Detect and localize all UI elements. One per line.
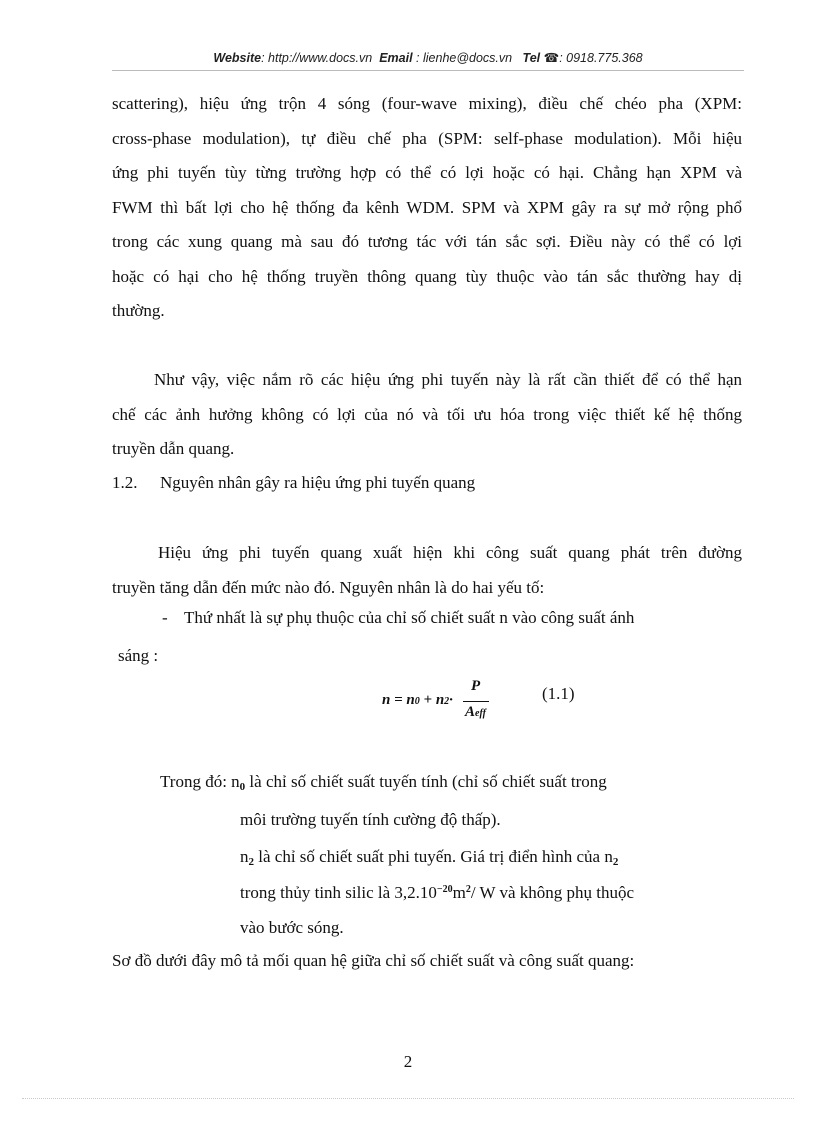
bullet-continuation: sáng : (118, 646, 159, 665)
section-title: Nguyên nhân gây ra hiệu ứng phi tuyến quang (160, 473, 476, 492)
eq-numerator: P (471, 678, 481, 694)
tel-number: : 0918.775.368 (559, 51, 643, 65)
where-n0-desc: môi trường tuyến tính cường độ thấp). (240, 810, 501, 829)
page-number: 2 (403, 1052, 413, 1071)
para2-line: chế các ảnh hưởng không có lợi của nó và tối ưu hóa trong việc thiết kế hệ thống (112, 404, 742, 424)
para3-line: Hiệu ứng phi tuyến quang xuất hiện khi công suất quang phát trên đường (158, 543, 742, 562)
footer-divider (22, 1098, 794, 1099)
para1-last-line: thường. (112, 301, 165, 320)
eq-denominator: Aeff (465, 704, 486, 720)
section-number: 1.2. (112, 473, 138, 492)
paragraph-3 (112, 536, 742, 605)
where-last-line: vào bước sóng. (240, 918, 344, 937)
para1-line: trong các xung quang mà sau đó tương tác với tán sắc sợi. Điều này có thể có lợi (112, 232, 742, 251)
bullet-line: Thứ nhất là sự phụ thuộc của chỉ số chiết suất n vào công suất ánh (184, 608, 635, 627)
para2-line: truyền dẫn quang. (112, 439, 235, 458)
equation-1-1 (382, 676, 502, 726)
para1-line: FWM thì bất lợi cho hệ thống đa kênh WDM. SPM và XPM gây ra sự mở rộng phổ (112, 197, 742, 217)
header-divider (112, 70, 744, 71)
email-address[interactable]: : lienhe@docs.vn (412, 51, 513, 65)
where-n0-line: Trong đó: $n_0$ là chỉ số chiết suất tuyến tính (chỉ số chiết suất trong (160, 772, 607, 793)
para1-line: ứng phi tuyến tùy từng trường hợp có thể có lợi hoặc có hại. Chẳng hạn XPM và (112, 163, 742, 182)
paragraph-1 (112, 87, 742, 329)
para2-line: Như vậy, việc nắm rõ các hiệu ứng phi tuyến này là rất cần thiết để có thể hạn (154, 370, 742, 389)
equation-number: (1.1) (542, 684, 575, 703)
para1-line: hoặc có hại cho hệ thống truyền thông quang tùy thuộc vào tán sắc thường hay dị (112, 266, 742, 286)
para1-line: cross-phase modulation), tự điều chế pha (SPM: self-phase modulation). Mỗi hiệu (112, 128, 742, 148)
eq-fraction-bar (463, 701, 489, 702)
website-url[interactable]: : http://www.docs.vn (261, 51, 373, 65)
email-label: Email (379, 51, 413, 65)
tel-label: Tel ☎ (522, 51, 560, 65)
para3-line: truyền tăng dẫn đến mức nào đó. Nguyên nhân là do hai yếu tố: (112, 577, 545, 597)
bullet-marker: - (162, 608, 168, 627)
where-n2-line: $n_2$ là chỉ số chiết suất phi tuyến. Giá trị điển hình của $n_2$ (240, 847, 619, 868)
page-header (112, 50, 744, 65)
eq-lhs: n = n0 + n2· (382, 692, 453, 708)
para1-line: scattering), hiệu ứng trộn 4 sóng (four-wave mixing), điều chế chéo pha (XPM: (112, 94, 742, 113)
paragraph-2 (112, 363, 742, 467)
closing-sentence: Sơ đồ dưới đây mô tả mối quan hệ giữa chỉ số chiết suất và công suất quang: (112, 951, 635, 970)
where-value-line: trong thủy tinh silic là $3,2.10^{-20}m^2/$ W và không phụ thuộc (240, 883, 635, 902)
website-label: Website (213, 51, 262, 65)
